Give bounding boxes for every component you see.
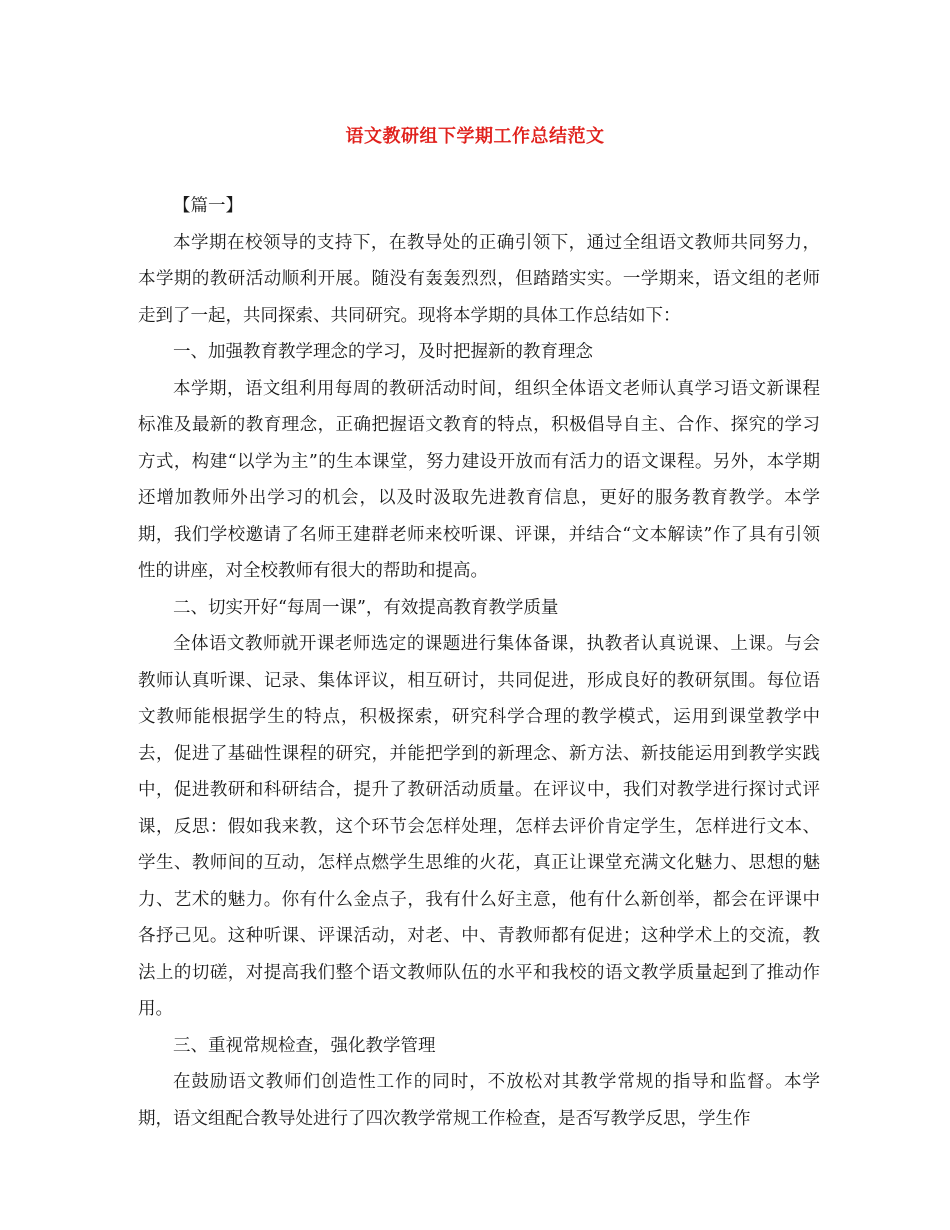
section-label: 【篇一】 (173, 196, 243, 216)
paragraph-section-3: 在鼓励语文教师们创造性工作的同时，不放松对其教学常规的指导和监督。本学期，语文组配合教导处进行了四次教学常规工作检查，是否写教学反思，学生作 (138, 1072, 820, 1129)
heading-section-2: 二、切实开好“每周一课”，有效提高教育教学质量 (173, 597, 559, 618)
paragraph-section-1: 本学期，语文组利用每周的教研活动时间，组织全体语文老师认真学习语文新课程标准及最新的教育理念，正确把握语文教育的特点，积极倡导自主、合作、探究的学习方式，构建“以学为主”的生本课堂，努力建设开放而有活力的语文课程。另外，本学期还增加教师外出学习的机会，以及时汲取先进教育信息，更好的服务教育教学。本学期，我们学校邀请了名师王建群老师来校听课、评课，并结合“文本解读”作了具有引领性的讲座，对全校教师有很大的帮助和提高。 (138, 378, 820, 581)
paragraph-section-2: 全体语文教师就开课老师选定的课题进行集体备课，执教者认真说课、上课。与会教师认真听课、记录、集体评议，相互研讨，共同促进，形成良好的教研氛围。每位语文教师能根据学生的特点，积极探索，研究科学合理的教学模式，运用到课堂教学中去，促进了基础性课程的研究，并能把学到的新理念、新方法、新技能运用到教学实践中，促进教研和科研结合，提升了教研活动质量。在评议中，我们对教学进行探讨式评课，反思：假如我来教，这个环节会怎样处理，怎样去评价肯定学生，怎样进行文本、学生、教师间的互动，怎样点燃学生思维的火花，真正让课堂充满文化魅力、思想的魅力、艺术的魅力。你有什么金点子，我有什么好主意，他有什么新创举，都会在评课中各抒己见。这种听课、评课活动，对老、中、青教师都有促进；这种学术上的交流，教法上的切磋，对提高我们整个语文教师队伍的水平和我校的语文教学质量起到了推动作用。 (138, 634, 820, 1019)
heading-section-1: 一、加强教育教学理念的学习，及时把握新的教育理念 (173, 342, 593, 362)
heading-section-3: 三、重视常规检查，强化教学管理 (173, 1035, 436, 1056)
paragraph-intro: 本学期在校领导的支持下，在教导处的正确引领下，通过全组语文教师共同努力，本学期的教研活动顺利开展。随没有轰轰烈烈，但踏踏实实。一学期来，语文组的老师走到了一起，共同探索、共同研究。现将本学期的具体工作总结如下： (138, 232, 820, 326)
document-title: 语文教研组下学期工作总结范文 (345, 126, 605, 147)
document-body (138, 188, 820, 1137)
